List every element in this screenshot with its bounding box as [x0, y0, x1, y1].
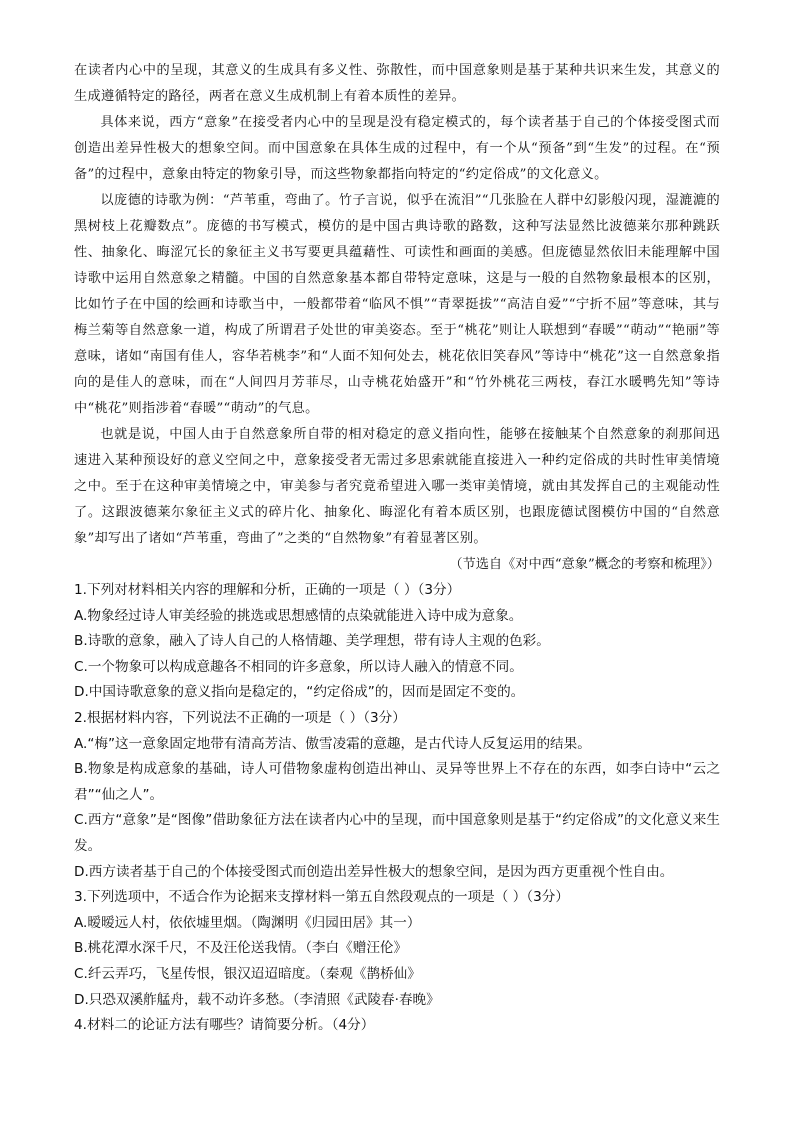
question-3-option-c: C.纤云弄巧，飞星传恨，银汉迢迢暗度。（秦观《鹊桥仙》	[74, 965, 421, 982]
passage-source: （节选自《对中西“意象”概念的考察和梳理》）	[449, 557, 720, 572]
question-3-option-d: D.只恐双溪舴艋舟，载不动许多愁。（李清照《武陵春·春晚》	[74, 991, 440, 1008]
question-2-stem: 2.根据材料内容，下列说法不正确的一项是（ ）（3分）	[74, 709, 406, 726]
question-3-option-a: A.暧暧远人村，依依墟里烟。（陶渊明《归园田居》其一）	[74, 914, 421, 931]
question-1-stem: 1.下列对材料相关内容的理解和分析，正确的一项是（ ）（3分）	[74, 582, 461, 598]
question-1-option-a: A.物象经过诗人审美经验的挑选或思想感情的点染就能进入诗中成为意象。	[74, 607, 523, 624]
passage-text	[74, 58, 720, 552]
question-2-option-b: B.物象是构成意象的基础，诗人可借物象虚构创造出神山、灵异等世界上不存在的东西，如李白诗中“云之君”“仙之人”。	[74, 761, 720, 803]
question-2-option-a: A.“梅”这一意象固定地带有清高芳洁、傲雪凌霜的意趣，是古代诗人反复运用的结果。	[74, 735, 591, 752]
question-2-option-c: C.西方“意象”是“图像”借助象征方法在读者内心中的呈现，而中国意象则是基于“约定俗成”的文化意义来生发。	[74, 812, 720, 854]
passage-paragraph-4: 也就是说，中国人由于自然意象所自带的相对稳定的意义指向性，能够在接触某个自然意象的刹那间迅速进入某种预设好的意义空间之中，意象接受者无需过多思索就能直接进入一种约定俗成的共时性审美情境之中。至于在这种审美情境之中，审美参与者究竟希望进入哪一类审美情境，就由其发挥自己的主观能动性了。这跟波德莱尔象征主义式的碎片化、抽象化、晦涩化有着本质区别，也跟庞德试图模仿中国的“自然意象”却写出了诸如“芦苇重，弯曲了”之类的“自然物象”有着显著区别。	[74, 427, 720, 546]
questions-section	[74, 578, 720, 1039]
question-3-stem: 3.下列选项中，不适合作为论据来支撑材料一第五自然段观点的一项是（ ）（3分）	[74, 889, 569, 906]
question-1-option-d: D.中国诗歌意象的意义指向是稳定的，“约定俗成”的，因而是固定不变的。	[74, 684, 525, 701]
question-1-option-b: B.诗歌的意象，融入了诗人自己的人格情趣、美学理想，带有诗人主观的色彩。	[74, 633, 550, 650]
passage-paragraph-3: 以庞德的诗歌为例：“芦苇重，弯曲了。竹子言说，似乎在流泪”“几张脸在人群中幻影般闪现，湿漉漉的黑树枝上花瓣数点”。庞德的书写模式，模仿的是中国古典诗歌的路数，这种写法显然比波德莱尔那种跳跃性、抽象化、晦涩冗长的象征主义书写要更具蕴藉性、可读性和画面的美感。但庞德显然依旧未能理解中国诗歌中运用自然意象之精髓。中国的自然意象基本都自带特定意味，这是与一般的自然物象最根本的区别，比如竹子在中国的绘画和诗歌当中，一般都带着“临风不惧”“青翠挺拔”“高洁自爱”“宁折不屈”等意味，其与梅兰菊等自然意象一道，构成了所谓君子处世的审美姿态。至于“桃花”则让人联想到“春暖”“萌动”“艳丽”等意味，诸如“南国有佳人，容华若桃李”和“人面不知何处去，桃花依旧笑春风”等诗中“桃花”这一自然意象指向的是佳人的意味，而在“人间四月芳菲尽，山寺桃花始盛开”和“竹外桃花三两枝，春江水暖鸭先知”等诗中“桃花”则指涉着“春暖”“萌动”的气息。	[74, 193, 720, 416]
question-4-stem: 4.材料二的论证方法有哪些？请简要分析。（4分）	[74, 1017, 375, 1034]
passage-paragraph-1: 在读者内心中的呈现，其意义的生成具有多义性、弥散性，而中国意象则是基于某种共识来生发，其意义的生成遵循特定的路径，两者在意义生成机制上有着本质性的差异。	[74, 63, 720, 104]
question-1-option-c: C.一个物象可以构成意趣各不相同的许多意象，所以诗人融入的情意不同。	[74, 658, 523, 675]
passage-paragraph-2: 具体来说，西方“意象”在接受者内心中的呈现是没有稳定模式的，每个读者基于自己的个体接受图式而创造出差异性极大的想象空间。而中国意象在具体生成的过程中，有一个从“预备”到“生发”的过程。在“预备”的过程中，意象由特定的物象引导，而这些物象都指向特定的“约定俗成”的文化意义。	[74, 115, 720, 182]
question-3-option-b: B.桃花潭水深千尺，不及汪伦送我情。（李白《赠汪伦》	[74, 940, 408, 957]
question-2-option-d: D.西方读者基于自己的个体接受图式而创造出差异性极大的想象空间，是因为西方更重视个性自由。	[74, 863, 674, 880]
